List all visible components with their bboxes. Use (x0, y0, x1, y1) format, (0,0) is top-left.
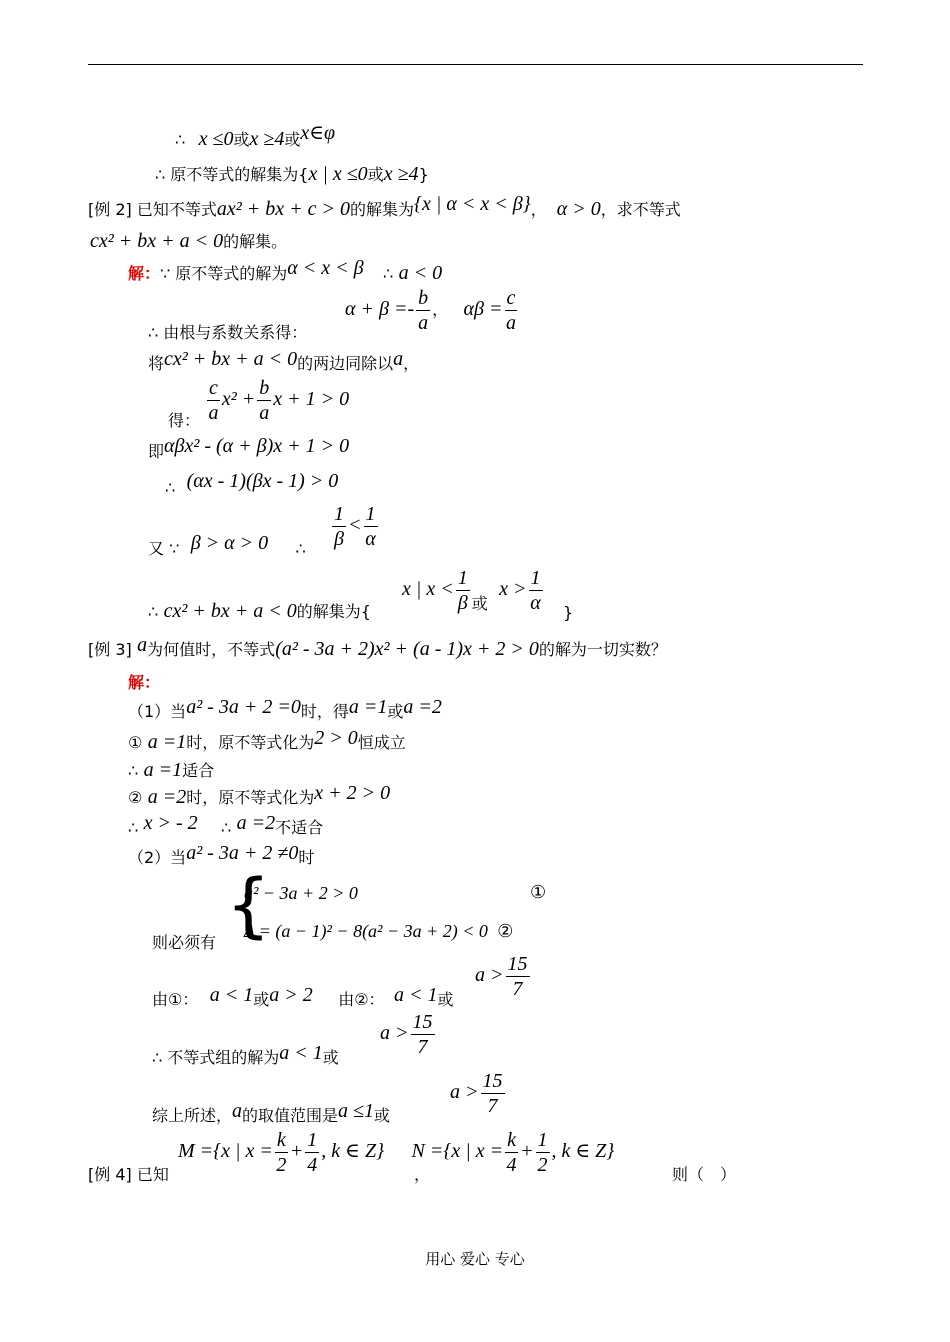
text: 或 (471, 594, 488, 613)
line-33b (414, 1164, 430, 1186)
text: 适合 (182, 761, 215, 780)
line-25 (152, 932, 216, 954)
text: 恒成立 (357, 733, 406, 752)
text: ， (403, 354, 420, 373)
therefore-symbol: ∴ (165, 478, 176, 497)
text: 或 (437, 990, 454, 1009)
text: （1）当 (128, 702, 187, 721)
line-3 (88, 193, 681, 221)
fraction: $\frac{1}{4}$ (307, 1129, 318, 1176)
line-22 (128, 782, 391, 809)
math: β > α > 0 (190, 532, 269, 554)
text: 时 (298, 848, 315, 867)
math: a > 2 (269, 984, 313, 1006)
line-4 (90, 230, 287, 253)
math: cx² + bx + a < 0 (90, 230, 224, 252)
text: 时，原不等式化为 (186, 733, 315, 752)
math: M ={x | x = (178, 1140, 273, 1162)
text: 的解集为 (349, 200, 414, 219)
therefore-symbol: ∴ (128, 761, 139, 780)
line-9 (205, 376, 349, 425)
math: a > (380, 1022, 409, 1044)
math: a (232, 1100, 243, 1122)
fraction: $\frac{1}{\beta}$ (457, 567, 468, 614)
text: 将 (148, 354, 165, 373)
line-27 (152, 984, 454, 1011)
left-brace: { (226, 864, 271, 946)
therefore-symbol: ∴ (295, 539, 306, 558)
text: ，求不等式 (600, 200, 681, 219)
therefore-symbol: ∴ (383, 264, 394, 283)
line-17 (88, 634, 667, 661)
text: 综上所述， (152, 1106, 233, 1125)
math: a² - 3a + 2 ≠0 (186, 842, 299, 864)
header-rule (88, 64, 863, 65)
line-28 (380, 1010, 437, 1059)
fraction: $\frac{15}{7}$ (482, 1070, 503, 1117)
text: 则（ ） (672, 1165, 737, 1184)
solution-label: 解： (128, 673, 161, 692)
circled-one: ① (530, 882, 547, 903)
math: a =2 (147, 786, 187, 808)
math: , k ∈ Z} (321, 1140, 385, 1162)
math: < (348, 514, 362, 536)
page-footer: 用心 爱心 专心 (425, 1250, 525, 1268)
text: 的解为一切实数？ (538, 640, 667, 659)
text: 的两边同除以 (297, 354, 394, 373)
math: a =2 (403, 696, 442, 718)
text: 又 ∵ (148, 539, 180, 558)
line-8 (148, 348, 420, 375)
math: x ≥4 (383, 163, 419, 185)
solution-label: 解： (128, 264, 161, 283)
circled-two: ② (497, 921, 514, 942)
fraction: $\frac{b}{a}$ (418, 287, 429, 334)
text: ∴ 不等式组的解为 (152, 1048, 280, 1067)
text: 或 (253, 990, 270, 1009)
text: } (418, 165, 429, 184)
text: 或 (387, 702, 404, 721)
text: 则必须有 (152, 933, 217, 952)
math: x∈φ (300, 122, 336, 144)
line-24 (128, 842, 315, 869)
math: a (137, 634, 148, 656)
text: 的解集。 (223, 232, 288, 251)
text: 时，得 (300, 702, 349, 721)
text: 即 (148, 442, 165, 461)
text: （2）当 (128, 848, 187, 867)
fraction: $\frac{15}{7}$ (507, 953, 528, 1000)
line-5 (128, 257, 443, 285)
math: ax² + bx + c > 0 (216, 198, 350, 220)
math: a < 1 (209, 984, 254, 1006)
line-23 (128, 812, 324, 839)
example-label: [例 2] 已知不等式 (88, 200, 217, 219)
line-20 (128, 727, 406, 754)
fraction: $\frac{b}{a}$ (259, 377, 270, 424)
math: a =2 (236, 812, 276, 834)
math: (αx - 1)(βx - 1) > 0 (186, 470, 339, 492)
text: 或 (367, 165, 384, 184)
fraction: $\frac{1}{\beta}$ (334, 503, 344, 550)
math: x | x < (402, 578, 454, 600)
text: ∴ 原不等式的解集为{ (155, 165, 309, 184)
text: ， (414, 1165, 431, 1184)
line-30 (450, 1069, 507, 1118)
fraction: $\frac{1}{\alpha}$ (365, 503, 376, 550)
line-31 (152, 1100, 391, 1127)
system-mark-1 (530, 882, 546, 904)
text: 得： (168, 411, 201, 430)
line-29 (152, 1042, 339, 1069)
text: } (563, 603, 574, 622)
example-label: [例 4] 已知 (88, 1165, 169, 1184)
line-2 (155, 163, 429, 186)
text: 或 (284, 130, 301, 149)
math: a > (475, 964, 504, 986)
math: α + β =- (345, 298, 415, 320)
therefore-symbol: ∴ (175, 130, 186, 149)
math: α > 0 (556, 198, 601, 220)
fraction: $\frac{15}{7}$ (412, 1011, 433, 1058)
math: a² - 3a + 2 =0 (186, 696, 301, 718)
math: αβx² - (α + β)x + 1 > 0 (164, 435, 350, 457)
fraction: $\frac{k}{4}$ (506, 1129, 517, 1176)
line-21 (128, 759, 214, 782)
text: ① (128, 733, 143, 752)
line-1 (175, 122, 336, 151)
math: a² − 3a + 2 > 0 (244, 883, 358, 903)
text: 或 (322, 1048, 339, 1067)
math: x² + (221, 388, 256, 410)
line-33c (672, 1164, 736, 1186)
text: 的解集为{ (296, 602, 371, 621)
line-26 (475, 952, 532, 1001)
math: Δ = (a − 1)² − 8(a² − 3a + 2) < 0 (244, 921, 488, 941)
text: 由②： (338, 990, 385, 1009)
text: 由①： (152, 990, 199, 1009)
text: ∵ 原不等式的解为 (160, 264, 288, 283)
text: 或 (233, 130, 250, 149)
math: a (393, 348, 404, 370)
math: cx² + bx + a < 0 (164, 348, 298, 370)
fraction: $\frac{k}{2}$ (276, 1129, 287, 1176)
math: a ≤1 (338, 1100, 375, 1122)
math: cx² + bx + a < 0 (163, 600, 297, 622)
text: ， (530, 200, 547, 219)
line-18 (128, 672, 160, 694)
math: x ≥4 (249, 128, 285, 150)
math: {x | α < x < β} (413, 193, 531, 215)
line-33a (88, 1164, 169, 1186)
math: (a² - 3a + 2)x² + (a - 1)x + 2 > 0 (275, 638, 539, 660)
text: 为何值时，不等式 (147, 640, 276, 659)
math: a =1 (143, 759, 183, 781)
text: 时，原不等式化为 (186, 788, 315, 807)
therefore-symbol: ∴ (128, 818, 139, 837)
line-7 (148, 322, 307, 344)
math: + (520, 1140, 534, 1162)
math: 2 > 0 (314, 727, 358, 749)
math: a =1 (147, 731, 187, 753)
math: + (289, 1140, 304, 1162)
math: N ={x | x = (411, 1140, 504, 1162)
therefore-symbol: ∴ (148, 602, 159, 621)
text: 的取值范围是 (242, 1106, 339, 1125)
math: x | x ≤0 (308, 163, 368, 185)
system-row-1 (244, 882, 358, 905)
math: a > (450, 1081, 479, 1103)
line-6 (345, 286, 519, 335)
math: a < 1 (279, 1042, 323, 1064)
system-row-2 (244, 920, 513, 943)
line-16 (148, 600, 578, 623)
math: x + 1 > 0 (273, 388, 350, 410)
math: a < 0 (398, 262, 443, 284)
line-32 (178, 1128, 614, 1177)
math: x > (499, 578, 527, 600)
math: α < x < β (287, 257, 364, 279)
text: ， (432, 300, 449, 319)
line-19 (128, 696, 442, 723)
line-11 (148, 435, 350, 463)
text: ∴ 由根与系数关系得： (148, 323, 308, 342)
fraction: $\frac{c}{a}$ (208, 377, 219, 424)
line-14 (148, 532, 306, 560)
example-label: [例 3] (88, 640, 132, 659)
math: , k ∈ Z} (551, 1140, 615, 1162)
math: x + 2 > 0 (314, 782, 391, 804)
math: x > - 2 (143, 812, 198, 834)
fraction: $\frac{1}{2}$ (537, 1129, 548, 1176)
math: a < 1 (393, 984, 438, 1006)
line-10 (168, 410, 200, 432)
fraction: $\frac{1}{\alpha}$ (530, 567, 541, 614)
math: αβ = (463, 298, 503, 320)
line-12 (165, 470, 339, 497)
fraction: $\frac{c}{a}$ (505, 287, 516, 334)
therefore-symbol: ∴ (221, 818, 232, 837)
math: x ≤0 (198, 128, 234, 150)
text: 不适合 (275, 818, 324, 837)
math: a =1 (348, 696, 388, 718)
text: ② (128, 788, 143, 807)
text: 或 (374, 1106, 391, 1125)
line-13 (330, 502, 380, 551)
